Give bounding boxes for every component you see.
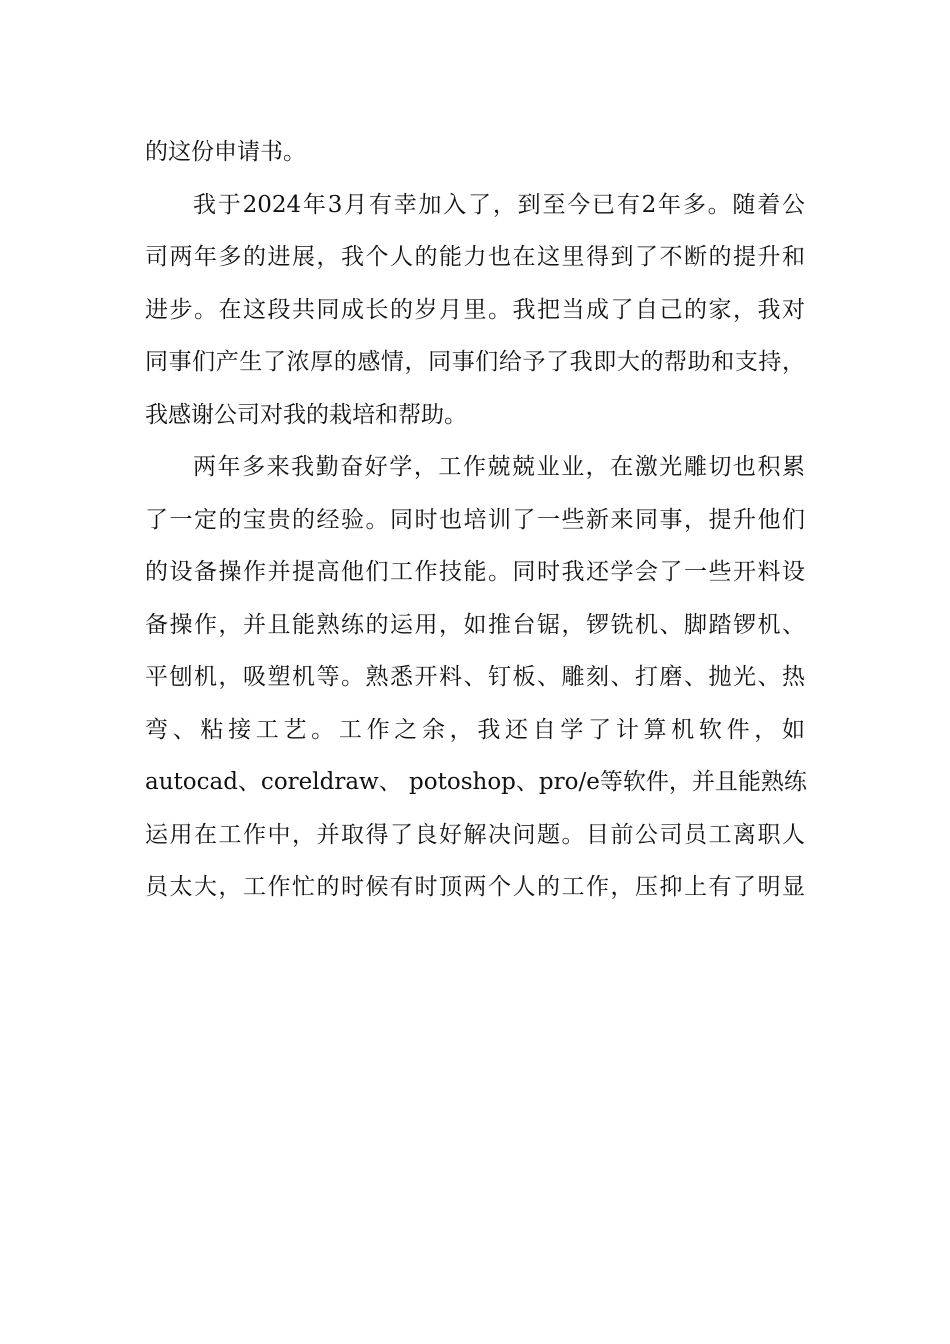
text-line: 弯、粘接工艺。工作之余，我还自学了计算机软件，如 xyxy=(145,716,805,743)
paragraph-start-line: 我于2024年3月有幸加入了，到至今已有2年多。随着公 xyxy=(193,191,805,218)
text-line: 运用在工作中，并取得了良好解决问题。目前公司员工离职人 xyxy=(145,821,805,848)
paragraph-start-line: 两年多来我勤奋好学，工作兢兢业业，在激光雕切也积累 xyxy=(193,454,805,480)
text-line: 平刨机，吸塑机等。熟悉开料、钉板、雕刻、打磨、抛光、热 xyxy=(145,664,805,690)
text-line: 司两年多的进展，我个人的能力也在这里得到了不断的提升和 xyxy=(145,244,805,270)
text-line: 的这份申请书。 xyxy=(145,139,306,165)
text-line: 我感谢公司对我的栽培和帮助。 xyxy=(145,401,467,428)
text-line: 进步。在这段共同成长的岁月里。我把当成了自己的家，我对 xyxy=(145,296,805,323)
text-line: 备操作，并且能熟练的运用，如推台锯，锣铣机、脚踏锣机、 xyxy=(145,611,805,638)
text-line: autocad、coreldraw、 potoshop、pro/e等软件，并且能熟练 xyxy=(145,769,807,795)
text-line: 同事们产生了浓厚的感情，同事们给予了我即大的帮助和支持， xyxy=(145,349,805,375)
text-line: 的设备操作并提高他们工作技能。同时我还学会了一些开料设 xyxy=(145,559,805,585)
body-text xyxy=(145,128,805,916)
text-line: 了一定的宝贵的经验。同时也培训了一些新来同事，提升他们 xyxy=(145,506,805,533)
text-line: 员太大，工作忙的时候有时顶两个人的工作，压抑上有了明显 xyxy=(145,874,805,900)
